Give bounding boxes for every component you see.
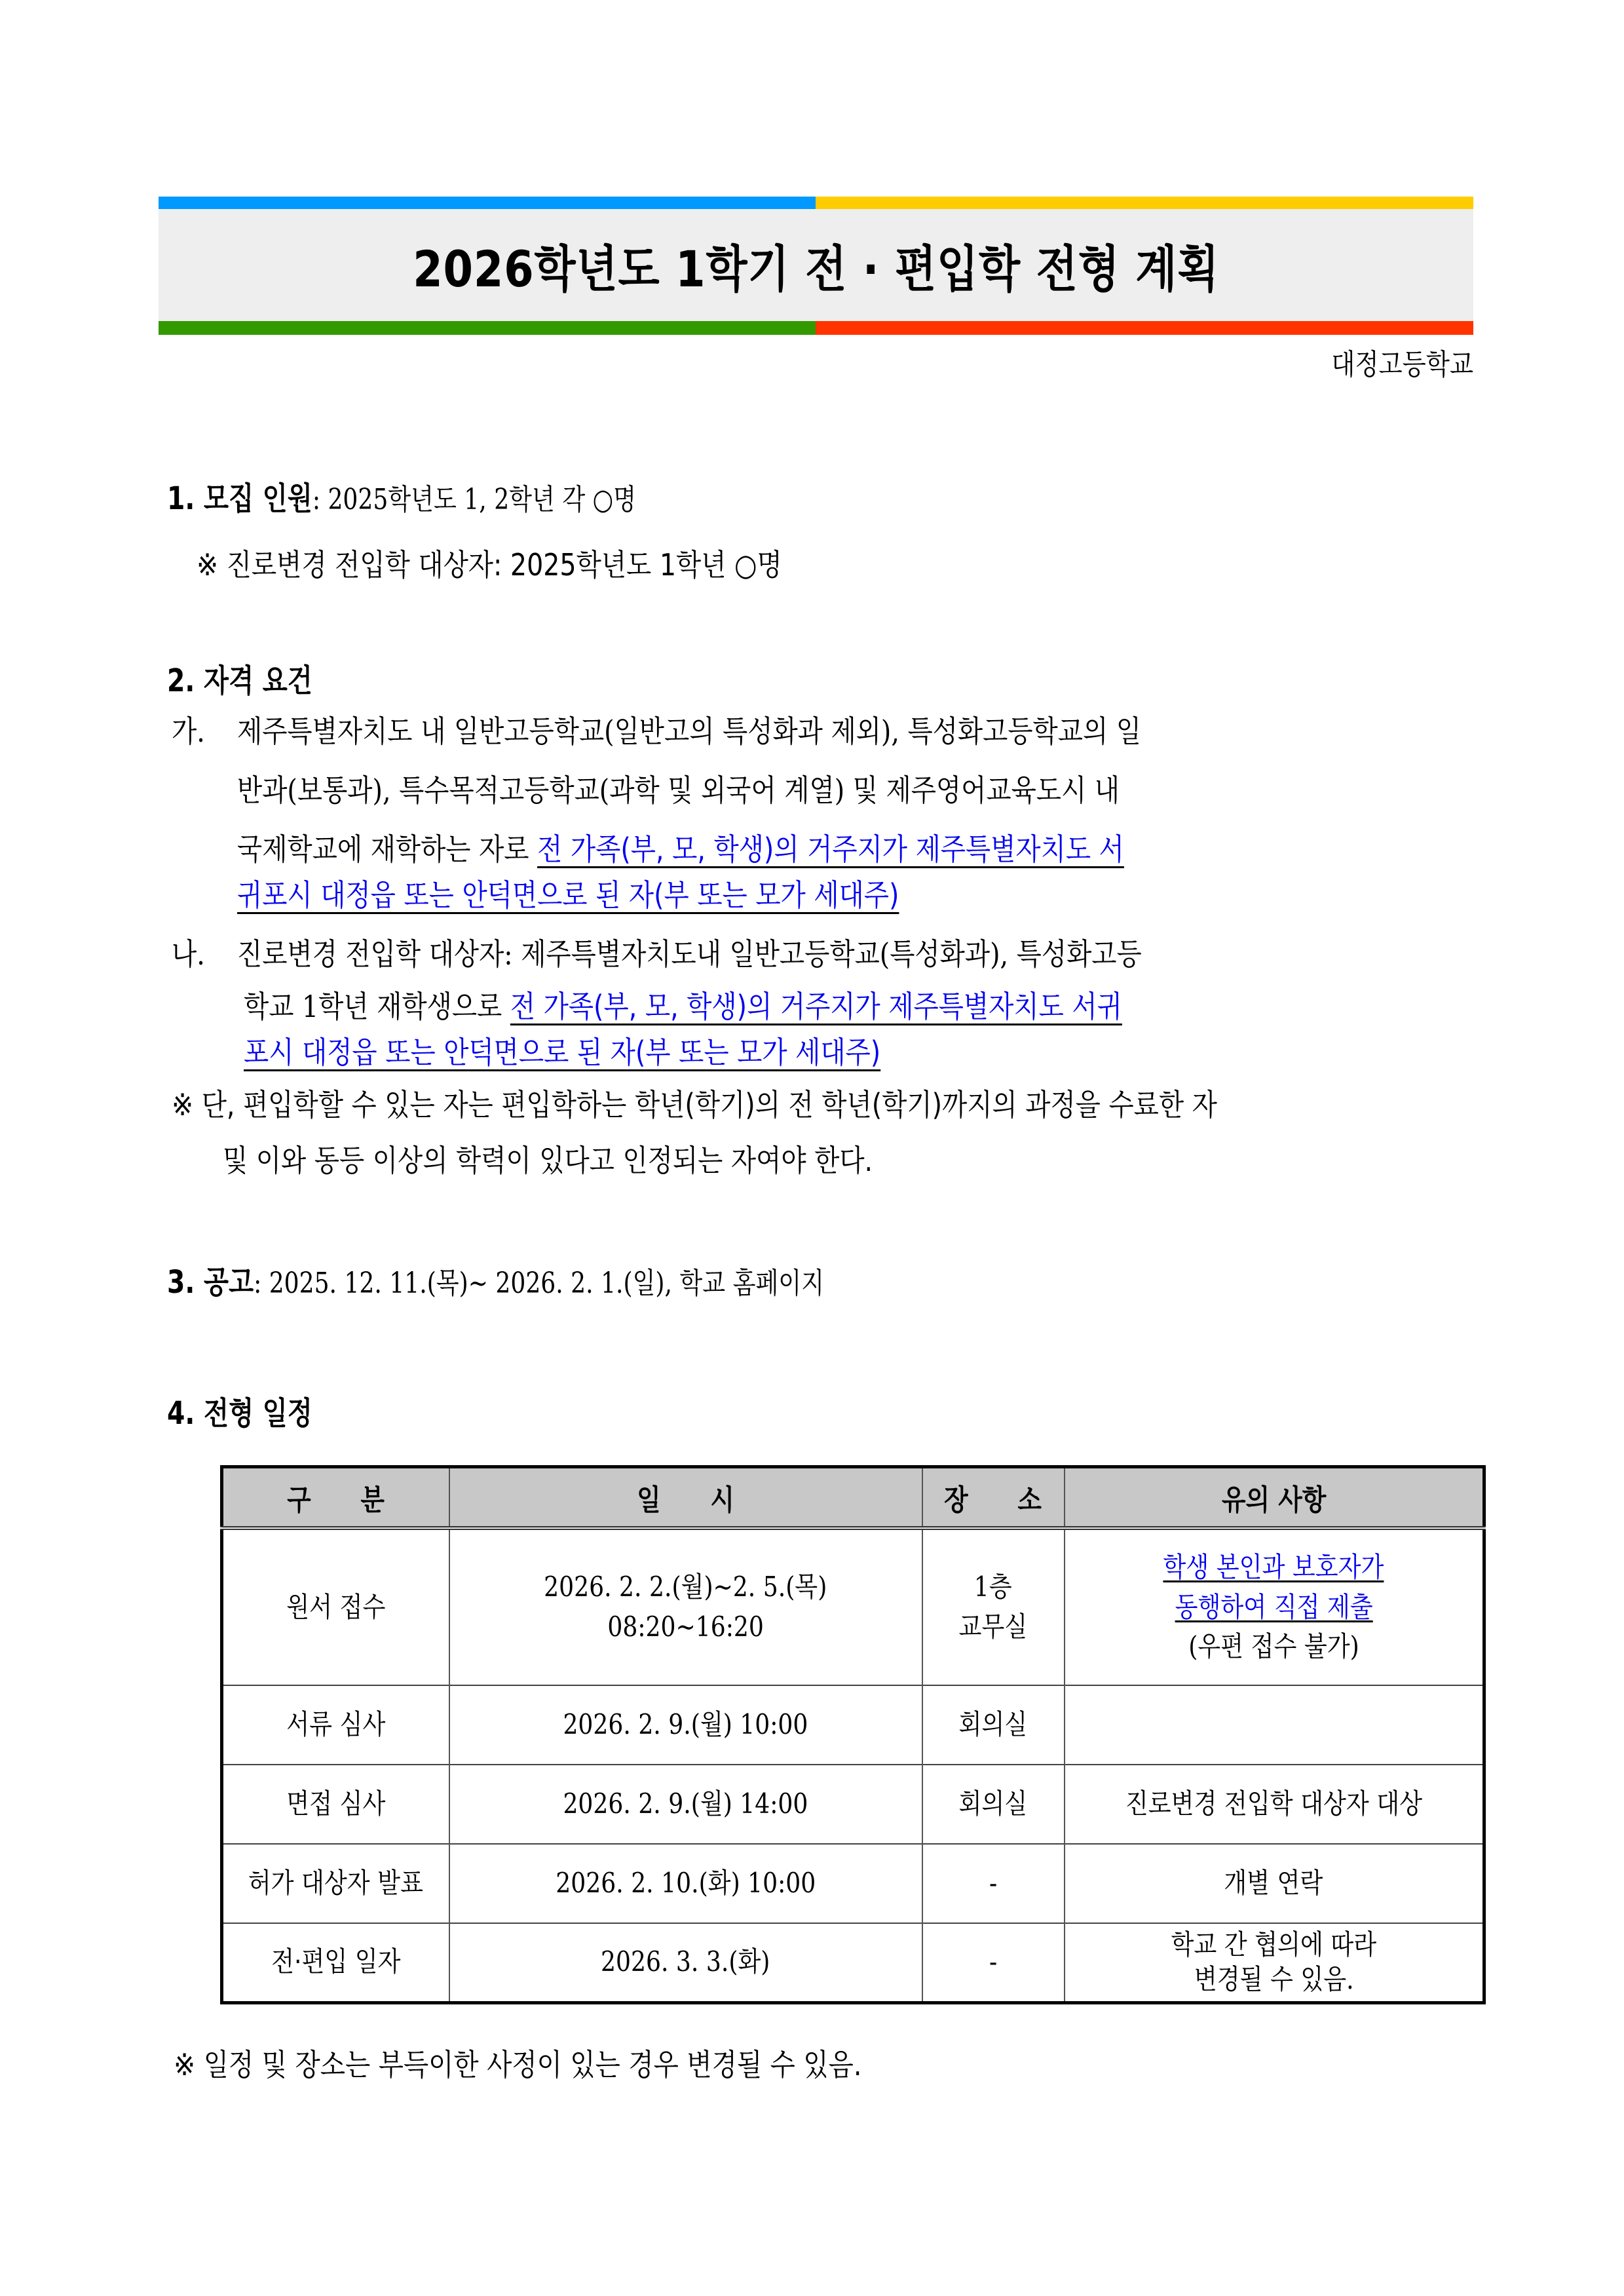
item-b-line1: 진로변경 전입학 대상자: 제주특별자치도내 일반고등학교(특성화과), 특성화고등 <box>237 936 1142 972</box>
banner-bar-yellow <box>816 197 1473 209</box>
cell-category: 원서 접수 <box>222 1528 449 1685</box>
banner-bar-red <box>816 321 1473 335</box>
cell-notes: 진로변경 전입학 대상자 대상 <box>1065 1765 1484 1844</box>
item-b-line3 <box>244 1029 880 1072</box>
item-a-line3-text: 국제학교에 재학하는 자로 <box>237 832 538 867</box>
item-a-line4 <box>237 871 899 915</box>
banner-body <box>159 209 1473 321</box>
section-2-heading: 2. 자격 요건 <box>167 662 312 699</box>
item-a-line3 <box>237 826 1124 869</box>
item-a-line1: 제주특별자치도 내 일반고등학교(일반고의 특성화과 제외), 특성화고등학교의 일 <box>237 714 1141 749</box>
school-name: 대정고등학교 <box>1331 348 1473 381</box>
cell-datetime: 2026. 3. 3.(화) <box>449 1923 922 2002</box>
cell-category: 허가 대상자 발표 <box>222 1844 449 1923</box>
item-b-line2-text: 학교 1학년 재학생으로 <box>244 989 510 1024</box>
header-category: 구 분 <box>222 1467 449 1529</box>
item-b-line2 <box>244 983 1122 1026</box>
section-1-text: : 2025학년도 1, 2학년 각 ○명 <box>312 483 637 516</box>
cell-place: - <box>922 1844 1065 1923</box>
table-row <box>222 1685 1484 1765</box>
notes-highlight: 동행하여 직접 제출 <box>1175 1590 1373 1623</box>
table-row <box>222 1844 1484 1923</box>
section-1-heading: 1. 모집 인원 <box>167 480 312 517</box>
notes-highlight: 학생 본인과 보호자가 <box>1163 1550 1384 1583</box>
table-row <box>222 1923 1484 2002</box>
section-2-note-line2: 및 이와 동등 이상의 학력이 있다고 인정되는 자여야 한다. <box>223 1143 873 1178</box>
cell-place: - <box>922 1923 1065 2002</box>
cell-notes: 학생 본인과 보호자가 동행하여 직접 제출 (우편 접수 불가) <box>1065 1528 1484 1685</box>
item-b-marker: 나. <box>172 936 205 972</box>
page-title: 2026학년도 1학기 전 · 편입학 전형 계획 <box>412 240 1220 298</box>
banner-bar-green <box>159 321 816 335</box>
cell-datetime: 2026. 2. 9.(월) 14:00 <box>449 1765 922 1844</box>
item-a-marker: 가. <box>172 714 205 749</box>
schedule-footnote: ※ 일정 및 장소는 부득이한 사정이 있는 경우 변경될 수 있음. <box>174 2047 862 2082</box>
section-4-heading: 4. 전형 일정 <box>167 1395 312 1432</box>
section-2-note-line1: ※ 단, 편입학할 수 있는 자는 편입학하는 학년(학기)의 전 학년(학기)까지의 과정을 수료한 자 <box>172 1087 1217 1122</box>
header-notes: 유의 사항 <box>1065 1467 1484 1529</box>
header-datetime: 일 시 <box>449 1467 922 1529</box>
item-b-residence-highlight-cont: 포시 대정읍 또는 안덕면으로 된 자(부 또는 모가 세대주) <box>244 1035 881 1070</box>
section-3-heading: 3. 공고 <box>167 1264 254 1301</box>
cell-category: 전·편입 일자 <box>222 1923 449 2002</box>
item-a-residence-highlight-cont: 귀포시 대정읍 또는 안덕면으로 된 자(부 또는 모가 세대주) <box>237 877 899 913</box>
section-1-note: ※ 진로변경 전입학 대상자: 2025학년도 1학년 ○명 <box>197 547 782 583</box>
header-place: 장 소 <box>922 1467 1065 1529</box>
banner-bar-blue <box>159 197 816 209</box>
cell-category: 면접 심사 <box>222 1765 449 1844</box>
schedule-table <box>220 1465 1486 2004</box>
title-banner <box>159 197 1473 335</box>
section-3-text: : 2025. 12. 11.(목)~ 2026. 2. 1.(일), 학교 홈페이지 <box>254 1267 825 1300</box>
item-a-line2: 반과(보통과), 특수목적고등학교(과학 및 외국어 계열) 및 제주영어교육도시 내 <box>237 773 1120 808</box>
cell-datetime: 2026. 2. 2.(월)~2. 5.(목) 08:20~16:20 <box>449 1528 922 1685</box>
cell-place: 1층 교무실 <box>922 1528 1065 1685</box>
cell-notes: 개별 연락 <box>1065 1844 1484 1923</box>
section-1 <box>167 473 636 518</box>
cell-place: 회의실 <box>922 1765 1065 1844</box>
item-a-residence-highlight: 전 가족(부, 모, 학생)의 거주지가 제주특별자치도 서 <box>537 832 1124 867</box>
cell-place: 회의실 <box>922 1685 1065 1765</box>
table-header-row <box>222 1467 1484 1529</box>
cell-datetime: 2026. 2. 9.(월) 10:00 <box>449 1685 922 1765</box>
section-3 <box>167 1257 824 1302</box>
table-row <box>222 1765 1484 1844</box>
table-row <box>222 1528 1484 1685</box>
cell-datetime: 2026. 2. 10.(화) 10:00 <box>449 1844 922 1923</box>
cell-category: 서류 심사 <box>222 1685 449 1765</box>
cell-notes: 학교 간 협의에 따라 변경될 수 있음. <box>1065 1923 1484 2002</box>
cell-notes <box>1065 1685 1484 1765</box>
item-b-residence-highlight: 전 가족(부, 모, 학생)의 거주지가 제주특별자치도 서귀 <box>510 989 1122 1024</box>
